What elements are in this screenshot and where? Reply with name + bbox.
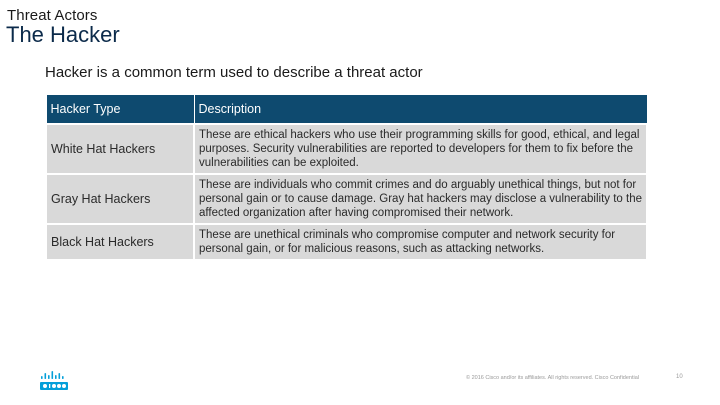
header-description: Description	[194, 95, 647, 125]
page-title: The Hacker	[6, 22, 120, 47]
page-number: 10	[676, 374, 683, 380]
table-row	[46, 224, 647, 260]
table-row	[46, 124, 647, 174]
hacker-type-cell: Black Hat Hackers	[46, 224, 194, 260]
hacker-types-table	[45, 94, 648, 261]
description-cell: These are individuals who commit crimes and do arguably unethical things, but not for personal gain or to cause damage. Gray hat hackers may disclose a vulnerability to the affected organization after having compromised their network.	[194, 174, 647, 224]
description-cell: These are ethical hackers who use their programming skills for good, ethical, and legal purposes. Security vulnerabilities are reported to developers for them to fix before the vulnerabilities can be exploited.	[194, 124, 647, 174]
header-hacker-type: Hacker Type	[46, 95, 194, 125]
description-cell: These are unethical criminals who compromise computer and network security for personal gain, or for malicious reasons, such as attacking networks.	[194, 224, 647, 260]
hacker-type-cell: White Hat Hackers	[46, 124, 194, 174]
slide-subtitle: Hacker is a common term used to describe a threat actor	[45, 64, 423, 81]
table-header-row	[46, 95, 647, 125]
section-label: Threat Actors	[7, 7, 98, 24]
footer-copyright: © 2016 Cisco and/or its affiliates. All rights reserved. Cisco Confidential	[466, 375, 640, 381]
hacker-type-cell: Gray Hat Hackers	[46, 174, 194, 224]
table-row	[46, 174, 647, 224]
cisco-logo-icon	[40, 371, 68, 391]
